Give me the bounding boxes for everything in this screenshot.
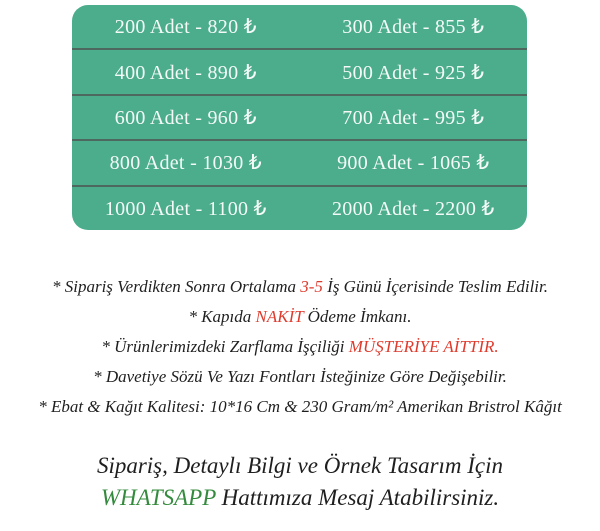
note-line-delivery: [0, 272, 600, 302]
price-cell: 2000 Adet - 2200 ₺: [331, 197, 495, 220]
whatsapp-label: WHATSAPP: [100, 485, 216, 510]
price-cell: 200 Adet - 820 ₺: [114, 16, 257, 39]
price-table: [72, 5, 527, 230]
note-accent-cash: NAKİT: [255, 307, 304, 326]
price-cell: 500 Adet - 925 ₺: [342, 61, 485, 84]
price-cell: 900 Adet - 1065 ₺: [337, 152, 490, 175]
footer-whatsapp-rest: Hattımıza Mesaj Atabilirsiniz.: [215, 485, 500, 510]
note-text: * Sipariş Verdikten Sonra Ortalama: [52, 277, 301, 296]
table-row: [72, 48, 527, 93]
footer-line-whatsapp: [0, 482, 600, 514]
price-cell: 400 Adet - 890 ₺: [114, 61, 257, 84]
note-text: Ödeme İmkanı.: [303, 307, 412, 326]
notes-section: [0, 272, 600, 422]
table-row: [72, 185, 527, 230]
note-text: * Kapıda: [188, 307, 256, 326]
note-text: * Ebat & Kağıt Kalitesi: 10*16 Cm & 230 Gram/m² Amerikan Bristrol Kâğıt: [38, 397, 562, 416]
note-line-payment: [0, 302, 600, 332]
price-cell: 1000 Adet - 1100 ₺: [104, 197, 267, 220]
footer-line-info: Sipariş, Detaylı Bilgi ve Örnek Tasarım İçin: [96, 453, 504, 478]
note-line-fonts: [0, 362, 600, 392]
price-cell: 700 Adet - 995 ₺: [342, 107, 485, 130]
note-line-labor: [0, 332, 600, 362]
note-text: İş Günü İçerisinde Teslim Edilir.: [322, 277, 548, 296]
price-cell: 800 Adet - 1030 ₺: [109, 152, 262, 175]
table-row: [72, 94, 527, 139]
price-cell: 300 Adet - 855 ₺: [342, 16, 485, 39]
table-row: [72, 139, 527, 184]
table-row: [72, 5, 527, 48]
note-accent-days: 3-5: [300, 277, 323, 296]
note-accent-customer: MÜŞTERİYE AİTTİR.: [348, 337, 499, 356]
note-text: * Davetiye Sözü Ve Yazı Fontları İsteğinize Göre Değişebilir.: [93, 367, 507, 386]
note-text: * Ürünlerimizdeki Zarflama İşçiliği: [101, 337, 349, 356]
footer-section: [0, 450, 600, 514]
note-line-paper: [0, 392, 600, 422]
price-cell: 600 Adet - 960 ₺: [114, 107, 257, 130]
